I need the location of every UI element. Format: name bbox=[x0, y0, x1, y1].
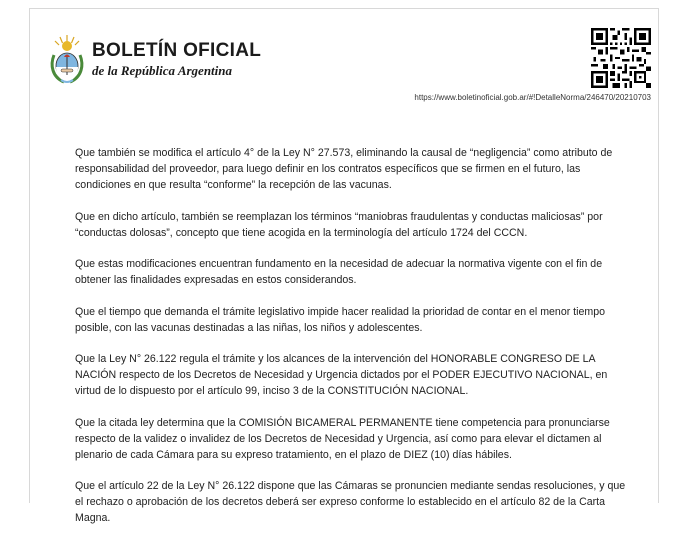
document-page bbox=[29, 8, 659, 524]
document-body bbox=[75, 145, 635, 542]
boletin-logo bbox=[48, 33, 261, 85]
logo-title: BOLETÍN OFICIAL bbox=[92, 39, 262, 61]
paragraph: Que en dicho artículo, también se reemplazan los términos “maniobras fraudulentas y conductas maliciosas” por “conductas dolosas”, concepto que tiene acogida en la terminología del artículo 1724 del CCCN. bbox=[75, 210, 603, 239]
document-header bbox=[30, 9, 658, 109]
qr-code-icon bbox=[591, 28, 651, 88]
document-url[interactable]: https://www.boletinoficial.gob.ar/#!DetalleNorma/246470/20210703 bbox=[414, 93, 651, 102]
paragraph: Que la citada ley determina que la COMISIÓN BICAMERAL PERMANENTE tiene competencia para pronunciarse respecto de la validez o invalidez de los Decretos de Necesidad y Urgencia, así como para elevar el dictamen al plenario de cada Cámara para su expreso tratamiento, en el plazo de DIEZ (10) días hábiles. bbox=[75, 416, 610, 461]
paragraph: Que la Ley N° 26.122 regula el trámite y los alcances de la intervención del HONORABLE CONGRESO DE LA NACIÓN respecto de los Decretos de Necesidad y Urgencia dictados por el PODER EJECUTIVO NACIONAL, en virtud de lo dispuesto por el artículo 99, inciso 3 de la CONSTITUCIÓN NACIONAL. bbox=[75, 353, 608, 397]
paragraph: Que el tiempo que demanda el trámite legislativo impide hacer realidad la prioridad de contar en el menor tiempo posible, con las vacunas destinadas a las niñas, los niños y adolescentes. bbox=[75, 305, 605, 334]
paragraph: Que también se modifica el artículo 4° de la Ley N° 27.573, eliminando la causal de “negligencia” como atributo de responsabilidad del proveedor, para luego definir en los contratos específicos que se firmen en el futuro, las condiciones en que resulta “conforme” la recepción de las vacunas. bbox=[75, 147, 613, 191]
paragraph: Que estas modificaciones encuentran fundamento en la necesidad de adecuar la normativa vigente con el fin de obtener las finalidades expresadas en estos considerandos. bbox=[75, 258, 603, 286]
coat-of-arms-icon bbox=[48, 33, 86, 85]
paragraph: Que el artículo 22 de la Ley N° 26.122 dispone que las Cámaras se pronuncien mediante sendas resoluciones, y que el rechazo o aprobación de los decretos deberá ser expreso conforme lo establecido en el artículo 82 de la Carta Magna. bbox=[75, 480, 626, 524]
logo-subtitle: de la República Argentina bbox=[92, 62, 232, 78]
